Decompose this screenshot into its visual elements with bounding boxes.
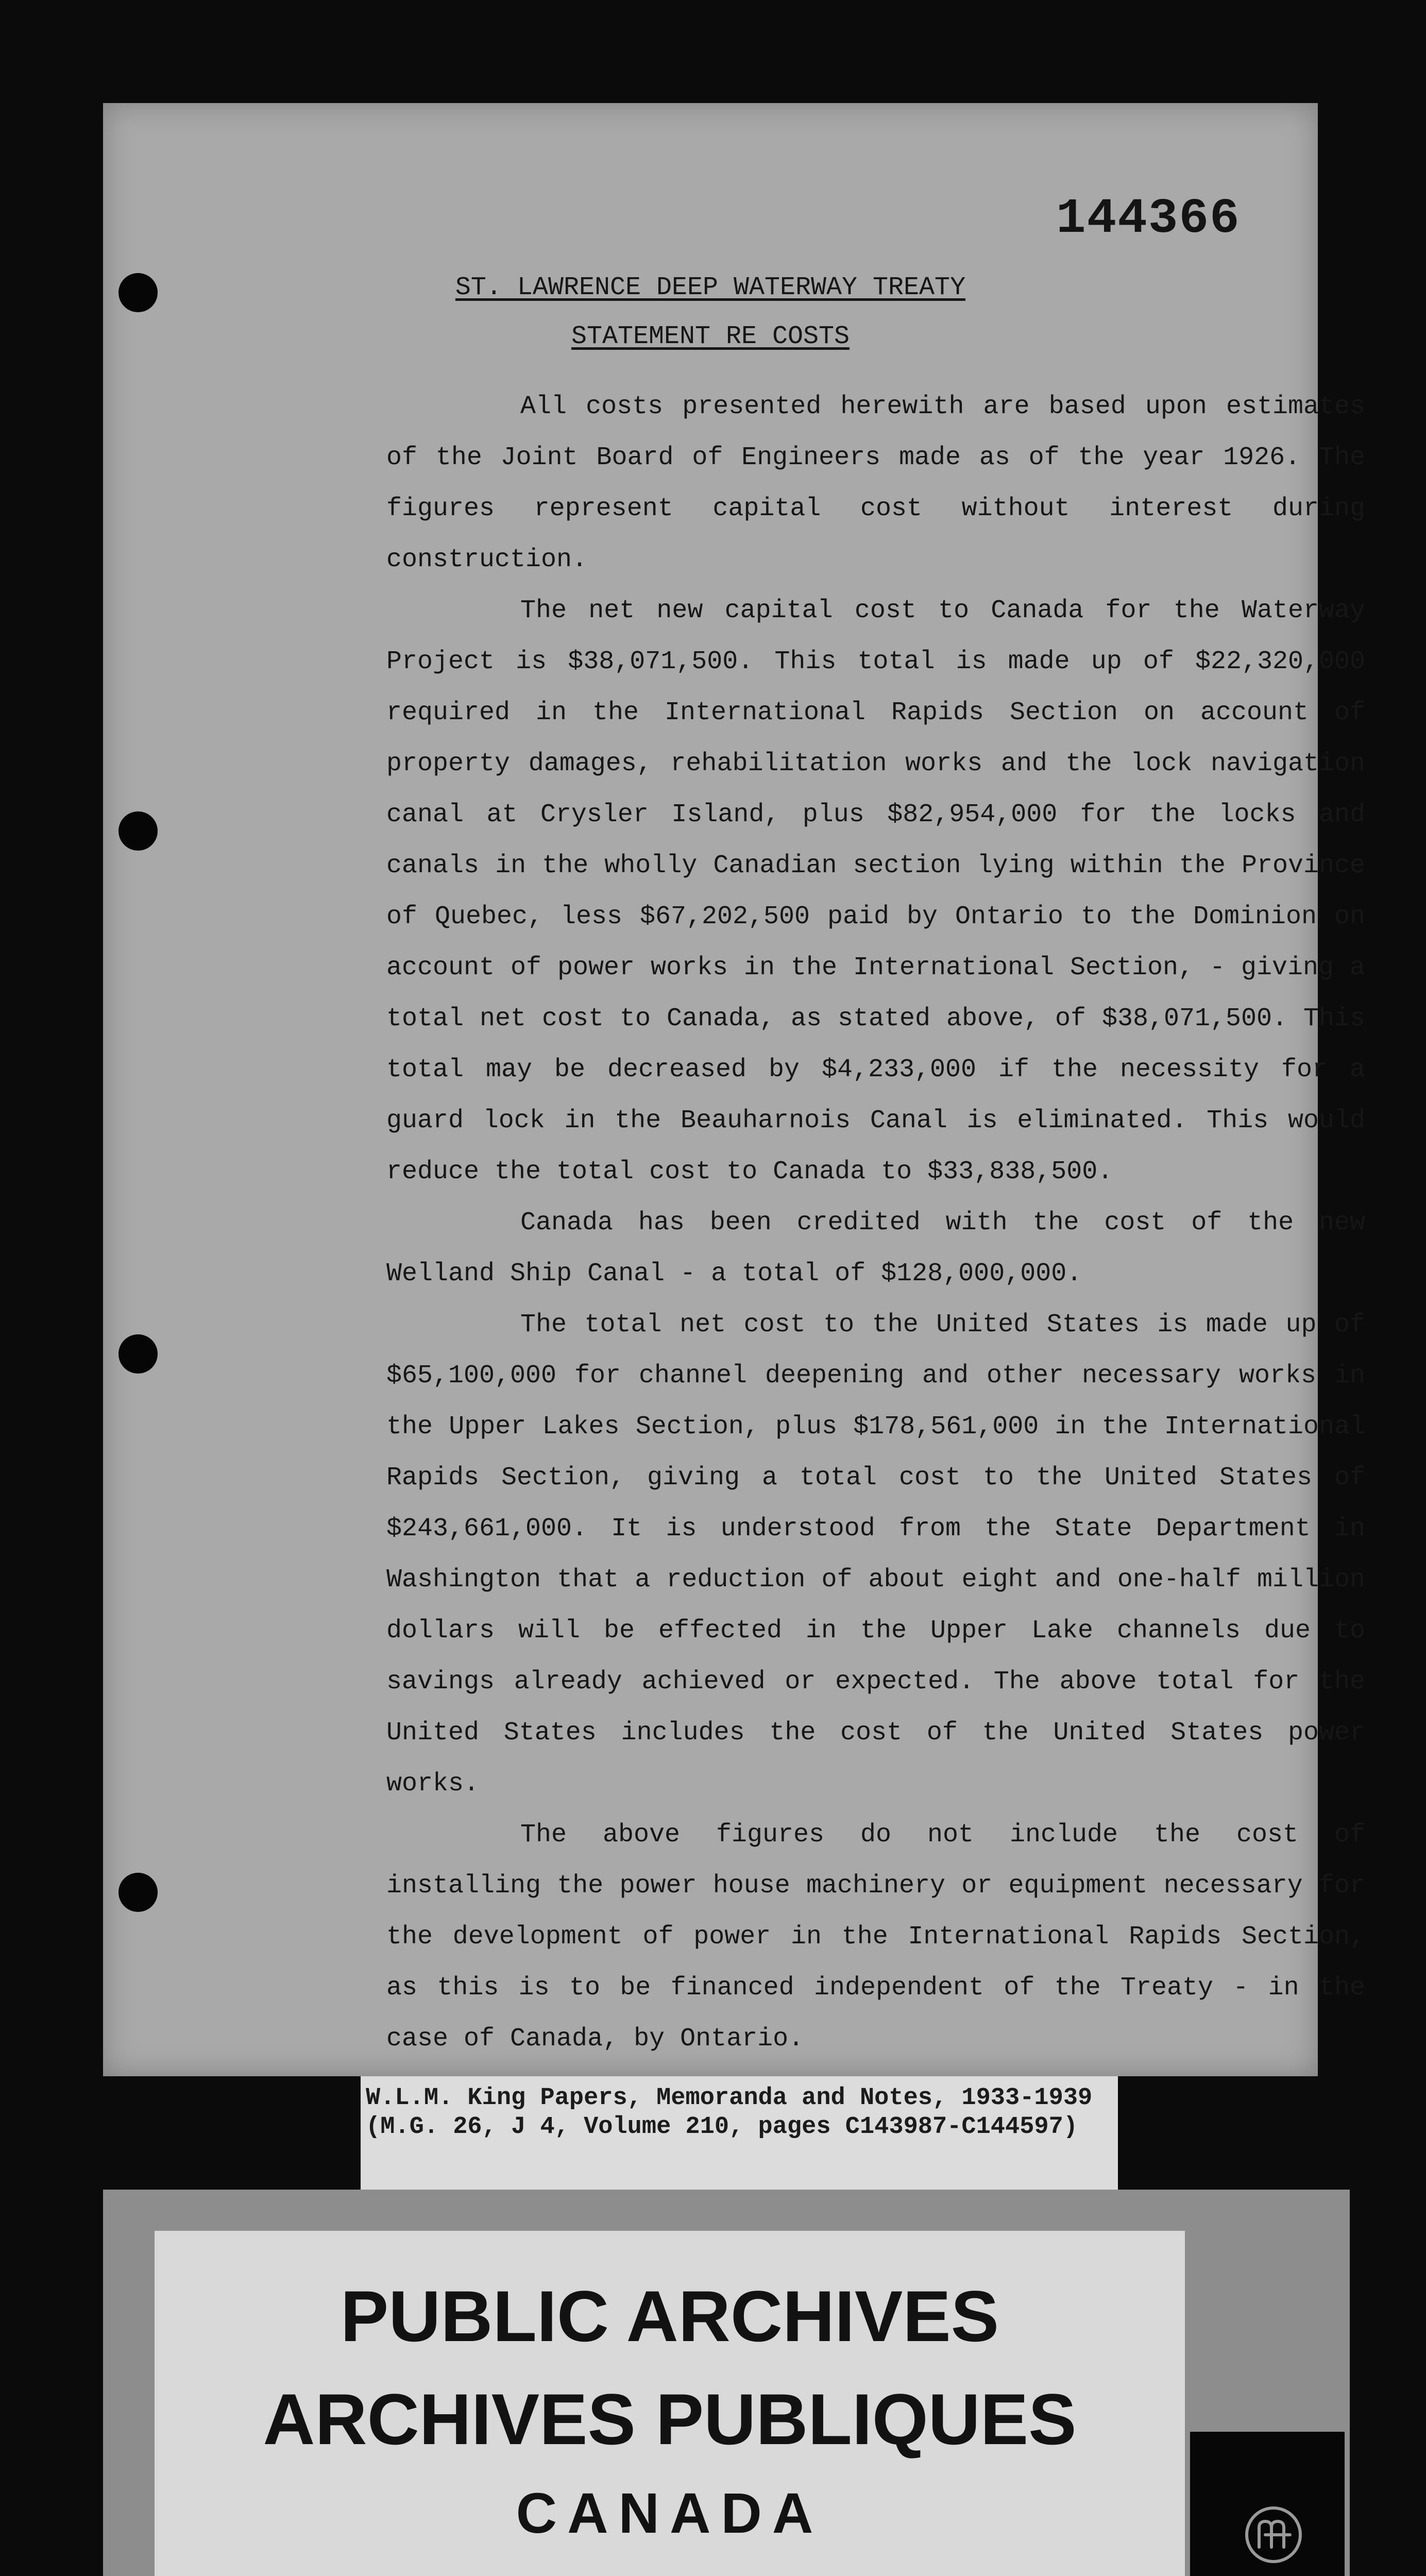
document-title: ST. LAWRENCE DEEP WATERWAY TREATY: [455, 273, 966, 302]
memo-body: [386, 381, 1365, 2064]
reference-line-1: W.L.M. King Papers, Memoranda and Notes, 1933-1939: [366, 2084, 1093, 2112]
folio-number: 144366: [1056, 191, 1241, 247]
reference-line-2: (M.G. 26, J 4, Volume 210, pages C143987-C144597): [366, 2113, 1078, 2141]
paragraph: The above figures do not include the cost of installing the power house machinery or equipment necessary for the development of power in the International Rapids Section, as this is to be financed independent of the Treaty - in the case of Canada, by Ontario.: [386, 1820, 1365, 2054]
document-subtitle: STATEMENT RE COSTS: [571, 322, 850, 351]
paragraph: The total net cost to the United States is made up of $65,100,000 for channel deepening and other necessary works in the Upper Lakes Section, plus $178,561,000 in the International Rapids Section, giving a total cost to the United States of $243,661,000. It is understood from the State Department in Washington that a reduction of about eight and one-half million dollars will be effected in the Upper Lake channels due to savings already achieved or expected. The above total for the United States includes the cost of the United States power works.: [386, 1310, 1365, 1799]
document-page: [103, 103, 1365, 2076]
archive-line-country: CANADA: [516, 2482, 824, 2545]
paragraph: The net new capital cost to Canada for the Waterway Project is $38,071,500. This total is made up of $22,320,000 required in the International Rapids Section on account of property damages, rehabilitation works and the lock navigation canal at Crysler Island, plus $82,954,000 for the locks and canals in the wholly Canadian section lying within the Province of Quebec, less $67,202,500 paid by Ontario to the Dominion on account of power works in the International Section, - giving a total net cost to Canada, as stated above, of $38,071,500. This total may be decreased by $4,233,000 if the necessity for a guard lock in the Beauharnois Canal is eliminated. This would reduce the total cost to Canada to $33,838,500.: [386, 596, 1365, 1187]
paragraph: All costs presented herewith are based upon estimates of the Joint Board of Engineers made as of the year 1926. The figures represent capital cost without interest during construction.: [386, 392, 1365, 574]
punch-hole: [118, 1873, 158, 1912]
archives-seal-icon: [1243, 2504, 1304, 2566]
archive-line-english: PUBLIC ARCHIVES: [340, 2276, 999, 2357]
archive-line-french: ARCHIVES PUBLIQUES: [263, 2379, 1077, 2460]
punch-hole: [118, 1334, 158, 1374]
reference-label-text: [366, 2084, 1092, 2142]
archive-card: [155, 2231, 1185, 2576]
paragraph: Canada has been credited with the cost of the new Welland Ship Canal - a total of $128,000,000.: [386, 1208, 1365, 1289]
punch-hole: [118, 811, 158, 851]
reference-label: [361, 2076, 1118, 2190]
